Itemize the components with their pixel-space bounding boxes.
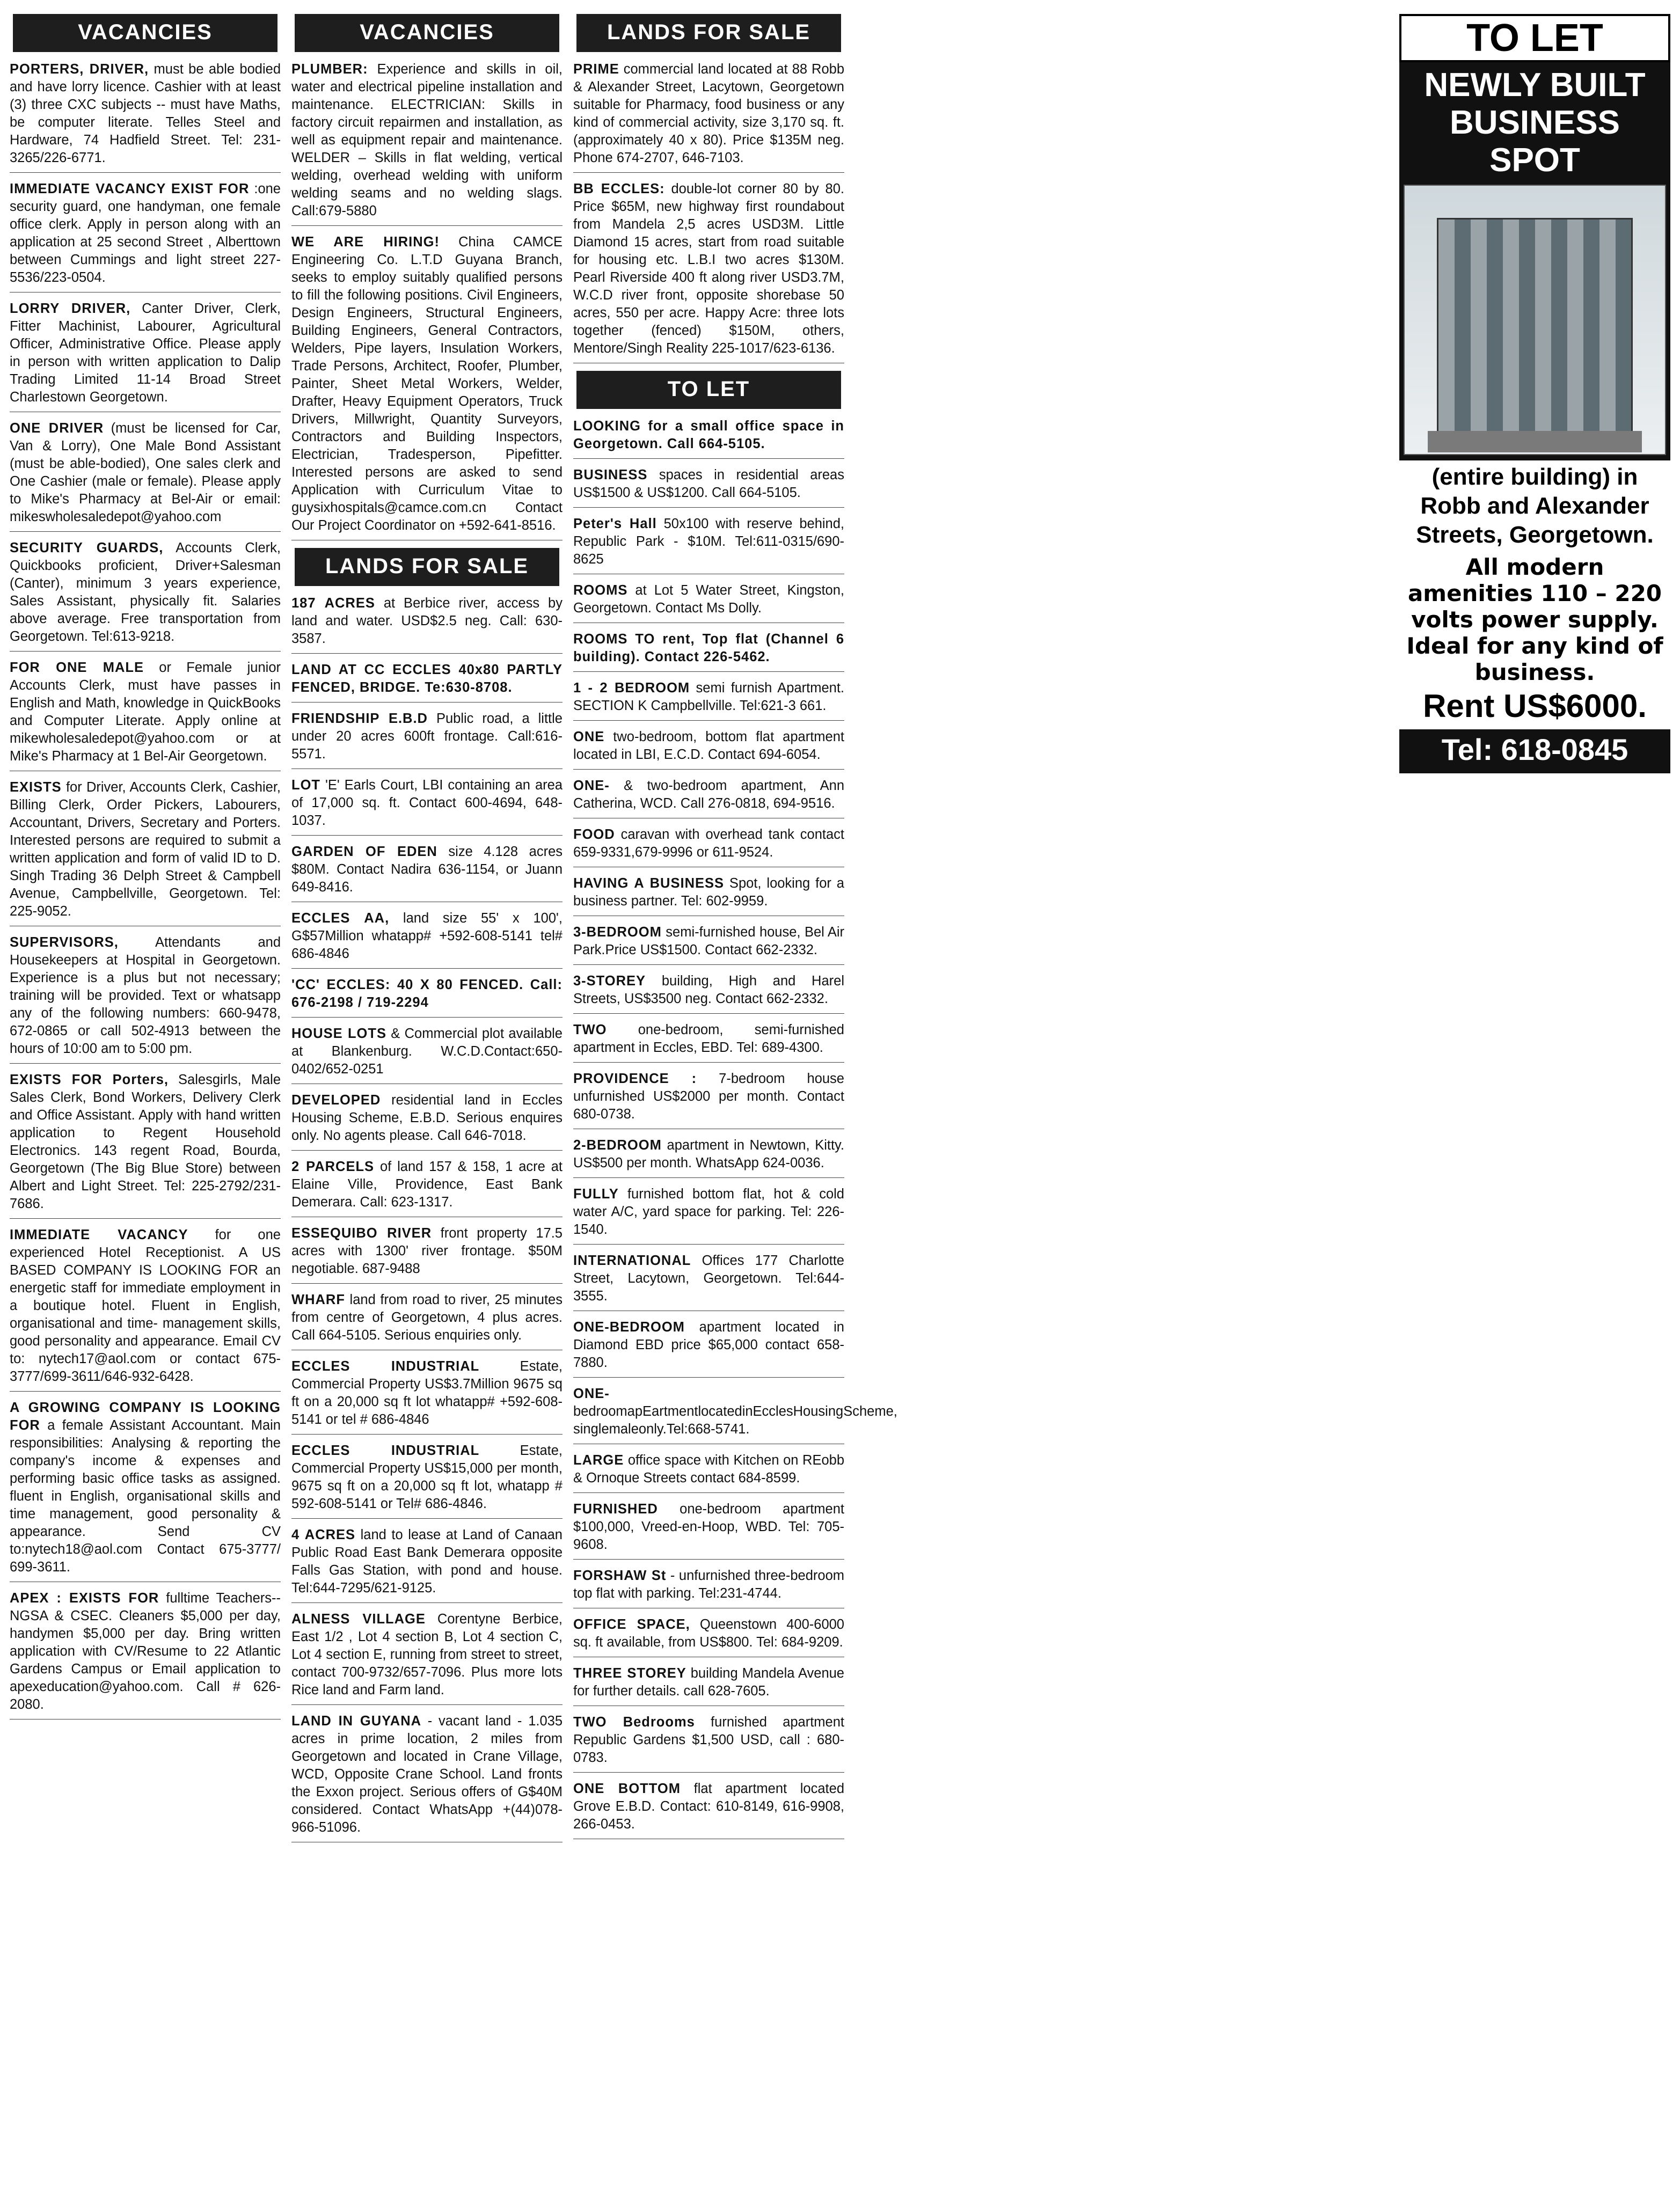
classified-ad [573,924,844,965]
ad-text: & two-bedroom apartment, Ann Catherina, WCD. Call 276-0818, 694-9516. [573,778,844,811]
ad-text: for Driver, Accounts Clerk, Cashier, Billing Clerk, Order Pickers, Labourers, Accountant, Drivers, Secretary and Porters. Interested persons are required to submit a written application and form of valid ID to D. Singh Trading 36 Delph Street & Campbell Avenue, Campbellville, Georgetown. Tel: 225-9052. [10,780,281,919]
promo-amenities: All modern amenities 110 – 220 volts power supply. Ideal for any kind of business. [1399,552,1670,687]
classified-ad [291,1611,563,1705]
classified-ad [291,1225,563,1284]
ad-lead: TWO [573,1022,607,1037]
promo-rent: Rent US$6000. [1399,687,1670,729]
classified-ad [291,910,563,969]
classified-ad [573,1137,844,1178]
section-header: TO LET [576,371,841,409]
classified-ad [291,1442,563,1519]
ad-lead: FRIENDSHIP E.B.D [291,711,428,726]
classified-ad [573,1319,844,1378]
ad-lead: EXISTS [10,780,62,795]
ad-lead: DEVELOPED [291,1093,381,1108]
ad-text: furnished apartment Republic Gardens $1,500 USD, call : 680-0783. [573,1715,845,1765]
ad-lead: ALNESS VILLAGE [291,1612,426,1627]
classified-ad [573,1501,844,1560]
ad-lead: THREE STOREY [573,1666,686,1681]
ad-lead: IMMEDIATE VACANCY EXIST FOR [10,181,250,196]
ad-text: 'E' Earls Court, LBI containing an area of 17,000 sq. ft. Contact 600-4694, 648-1037. [291,778,563,828]
column-2 [291,14,563,2210]
ad-text: commercial land located at 88 Robb & Alexander Street, Lacytown, Georgetown suitable for Pharmacy, food business or any kind of commercial activity, size 3,170 sq. ft. (approximately 40 x 80). Price $135M neg. Phone 674-2707, 646-7103. [573,62,844,165]
ad-lead: SECURITY GUARDS, [10,540,164,555]
ad-text: Public road, a little under 20 acres 600ft frontage. Call:616-5571. [291,711,563,762]
ad-text: apartment located in Diamond EBD price $65,000 contact 658-7880. [573,1320,844,1370]
ad-lead: ECCLES AA, [291,911,390,926]
ad-lead: FORSHAW St [573,1568,667,1583]
ad-lead: HOUSE LOTS [291,1026,386,1041]
ad-lead: TWO Bedrooms [573,1715,695,1730]
classified-ad [291,1713,563,1842]
ad-lead: PLUMBER: [291,62,368,77]
ad-text: (must be licensed for Car, Van & Lorry), One Male Bond Assistant (must be able-bodied), One sales clerk and One Cashier (male or female). Please apply to Mike's Pharmacy at Bel-Air or email: mikeswholesaledepot@yahoo.com [10,421,281,524]
classified-ad [573,826,844,867]
classified-ad [291,843,563,902]
classified-ad [573,679,844,721]
ad-text: residential land in Eccles Housing Scheme, E.B.D. Serious enquires only. No agents please. Call 646-7018. [291,1093,563,1143]
ad-lead: ONE-BEDROOM [573,1320,685,1335]
classified-ad [10,539,281,652]
classified-ad [291,1158,563,1217]
ad-lead: LAND AT CC ECCLES 40x80 PARTLY FENCED, BRIDGE. Te:630-8708. [291,662,563,695]
ad-lead: ONE BOTTOM [573,1781,681,1796]
ad-lead: 3-STOREY [573,974,646,989]
ad-lead: 2 PARCELS [291,1159,375,1174]
promo-location: (entire building) in Robb and Alexander Streets, Georgetown. [1399,460,1670,552]
ad-lead: WHARF [291,1292,345,1307]
section-header: VACANCIES [13,14,277,52]
ad-lead: 'CC' ECCLES: 40 X 80 FENCED. Call: 676-2198 / 719-2294 [291,977,563,1010]
ad-text: furnished bottom flat, hot & cold water A/C, yard space for parking. Tel: 226-1540. [573,1187,844,1237]
classified-ad [573,418,844,459]
section-header: LANDS FOR SALE [576,14,841,52]
ad-lead: PRIME [573,62,619,77]
ad-text: at Berbice river, access by land and water. USD$2.5 neg. Call: 630-3587. [291,596,563,646]
classified-ad [291,710,563,769]
ad-lead: BB ECCLES: [573,181,665,196]
building-shape [1437,218,1633,438]
ad-text: two-bedroom, bottom flat apartment located in LBI, E.C.D. Contact 694-6054. [573,729,844,762]
classified-ad [10,659,281,771]
ad-text: at Lot 5 Water Street, Kingston, Georgetown. Contact Ms Dolly. [573,583,844,616]
ad-lead: LORRY DRIVER, [10,301,131,316]
ad-lead: ESSEQUIBO RIVER [291,1226,432,1241]
ad-text: double-lot corner 80 by 80. Price $65M, new highway first roundabout from Mandela 2,5 acres USD3M. Little Diamond 15 acres, start from road suitable for housing etc. L.B.I two acres $130M. Pearl Riverside 400 ft along river USD3.7M, W.C.D river front, opposite shorebase 50 acres, 550 per acre. Happy Acre: three lots together (fenced) $150M, others, Mentore/Singh Reality 225-1017/623-6136. [573,181,844,356]
ad-text: fulltime Teachers--NGSA & CSEC. Cleaners $5,000 per day, handymen $5,000 per day. Bring written application with CV/Resume to 22 Atlantic Gardens Campus or Email application to apexeducation@yahoo.com. Call # 626-2080. [10,1591,281,1712]
ad-text: Offices 177 Charlotte Street, Lacytown, Georgetown. Tel:644-3555. [573,1253,844,1304]
classified-ad [573,1665,844,1706]
ad-lead: IMMEDIATE VACANCY [10,1227,188,1242]
classified-ad [573,61,844,173]
classified-ad [10,1399,281,1582]
ad-lead: FULLY [573,1187,619,1202]
classified-ad [573,1186,844,1245]
ad-lead: PORTERS, DRIVER, [10,62,149,77]
classified-ad [573,1714,844,1773]
ad-lead: ROOMS TO rent, Top flat (Channel 6 building). Contact 226-5462. [573,632,844,664]
ad-lead: ONE- [573,1386,610,1401]
classified-ad [10,61,281,173]
ad-text: Attendants and Housekeepers at Hospital in Georgetown. Experience is a plus but not necessary; training will be provided. Text or whatsapp any of the following numbers: 660-9478, 672-0865 or call 502-4913 between the hours of 10:00 am to 5:00 pm. [10,935,281,1056]
classified-ad [573,631,844,672]
promo-headline: NEWLY BUILT BUSINESS SPOT [1424,67,1646,179]
ad-lead: HAVING A BUSINESS [573,876,725,891]
classified-ad [573,1385,897,1444]
ad-text: must be able bodied and have lorry licence. Cashier with at least (3) three CXC subjects -- must have Maths, be computer literate. Telles Steel and Hardware, 74 Hadfield Street. Tel: 231-3265/226-6771. [10,62,281,165]
ad-text: & Commercial plot available at Blankenburg. W.C.D.Contact:650-0402/652-0251 [291,1026,563,1077]
classified-ad [573,1452,844,1493]
promo-to-let: TO LET [1399,14,1670,62]
classified-ad [573,777,844,818]
ad-text: size 4.128 acres $80M. Contact Nadira 636-1154, or Juann 649-8416. [291,844,563,895]
ad-text: 7-bedroom house unfurnished US$2000 per month. Contact 680-0738. [573,1071,844,1122]
classified-ad [10,1226,281,1392]
ad-text: a female Assistant Accountant. Main responsibilities: Analysing & reporting the company's income & expenses and performing basic office tasks as assigned. fluent in English, organisational skills and time management, good personality & appearance. Send CV to:nytech18@aol.com Contact 675-3777/ 699-3611. [10,1418,281,1575]
ad-text: caravan with overhead tank contact 659-9331,679-9996 or 611-9524. [573,827,844,860]
column-3 [573,14,897,2210]
classified-ad [573,728,844,770]
classified-ad [291,661,563,702]
ad-lead: 4 ACRES [291,1527,356,1542]
ad-lead: 1 - 2 BEDROOM [573,680,690,696]
classified-ad [291,595,563,654]
ad-lead: BUSINESS [573,467,648,482]
classified-ad [291,233,563,540]
ad-text: apartment in Newtown, Kitty. US$500 per month. WhatsApp 624-0036. [573,1138,844,1170]
classified-ad [291,1291,563,1350]
ad-lead: LOOKING for a small office space in Georgetown. Call 664-5105. [573,419,844,451]
ad-text: office space with Kitchen on REobb & Ornoque Streets contact 684-8599. [573,1453,844,1485]
promo-column [1399,14,1670,2210]
ad-text: flat apartment located Grove E.B.D. Contact: 610-8149, 616-9908, 266-0453. [573,1781,844,1832]
ad-lead: Peter's Hall [573,516,657,531]
ad-lead: OFFICE SPACE, [573,1617,690,1632]
classified-ad [291,61,563,226]
ad-text: land size 55' x 100', G$57Million whatapp# +592-608-5141 tel# 686-4846 [291,911,563,961]
ad-text: Queenstown 400-6000 sq. ft available, from US$800. Tel: 684-9209. [573,1617,844,1650]
ad-lead: PROVIDENCE : [573,1071,697,1086]
ad-text: Estate, Commercial Property US$15,000 per month, 9675 sq ft on a 20,000 sq ft lot, whatapp # 592-608-5141 or Tel# 686-4846. [291,1443,563,1511]
classified-ad [10,1071,281,1219]
classified-ad [573,1252,844,1311]
ad-lead: WE ARE HIRING! [291,235,440,250]
ad-lead: EXISTS FOR Porters, [10,1072,169,1087]
classified-ad [291,777,563,836]
ad-lead: INTERNATIONAL [573,1253,691,1268]
section-header: LANDS FOR SALE [295,548,559,586]
classified-ad [573,466,844,508]
ad-lead: ONE DRIVER [10,421,104,436]
ad-lead: SUPERVISORS, [10,935,119,950]
ad-text: Accounts Clerk, Quickbooks proficient, Driver+Salesman (Canter), minimum 3 years experience, Sales Assistant, physically fit. Salaries above average. Free transportation from Georgetown. Tel:613-9218. [10,540,281,644]
ad-text: China CAMCE Engineering Co. L.T.D Guyana Branch, seeks to employ suitably qualified persons to fill the following positions. Civil Engineers, Design Engineers, Structural Engineers, Building Engineers, General Contractors, Welders, Pipe layers, Insulation Workers, Trade Persons, Architect, Roofer, Plumber, Painter, Sheet Metal Workers, Welder, Drafter, Heavy Equipment Operators, Truck Drivers, Millwright, Quantity Surveyors, Contractors and Building Inspectors, Electrician, Tradesperson, Pipefitter. Interested persons are asked to send Application with Curriculum Vitae to guysixhospitals@camce.com.cn Contact Our Project Coordinator on +592-641-8516. [291,235,563,533]
ad-text: Salesgirls, Male Sales Clerk, Bond Workers, Delivery Clerk and Office Assistant. Apply with hand written application to Regent Household Electronics. 143 regent Road, Bourda, Georgetown (The Big Blue Store) between Albert and Light Street. Tel: 225-2792/231-7686. [10,1072,281,1211]
classified-ad [10,934,281,1064]
ad-text: of land 157 & 158, 1 acre at Elaine Ville, Providence, East Bank Demerara. Call: 623-1317. [291,1159,563,1210]
ad-text: one-bedroom apartment $100,000, Vreed-en-Hoop, WBD. Tel: 705-9608. [573,1502,844,1552]
classified-ad [573,180,844,363]
classified-ad [573,1021,844,1063]
ad-lead: 187 ACRES [291,596,375,611]
classified-ad [291,1358,563,1435]
column-1 [10,14,281,2210]
ad-text: Experience and skills in oil, water and electrical pipeline installation and maintenance. ELECTRICIAN: Skills in factory circuit repairmen and installation, as well as equipment repair and maintenance. WELDER – Skills in flat welding, vertical welding, overhead welding with uniform welding seams and no welding slags. Call:679-5880 [291,62,563,218]
ad-text: semi furnish Apartment. SECTION K Campbellville. Tel:621-3 661. [573,680,845,713]
ad-text: 50x100 with reserve behind, Republic Park - $10M. Tel:611-0315/690-8625 [573,516,844,567]
ad-lead: ROOMS [573,583,628,598]
ad-text: Corentyne Berbice, East 1/2 , Lot 4 section B, Lot 4 section C, Lot 4 section E, running from street to street, contact 700-9732/657-7096. Plus more lots Rice land and Farm land. [291,1612,563,1697]
ad-text: one-bedroom, semi-furnished apartment in Eccles, EBD. Tel: 689-4300. [573,1022,844,1055]
ad-lead: ONE [573,729,605,744]
ad-text: - unfurnished three-bedroom top flat with parking. Tel:231-4744. [573,1568,844,1601]
classified-ad [291,976,563,1018]
ad-text: front property 17.5 acres with 1300' river frontage. $50M negotiable. 687-9488 [291,1226,563,1276]
ad-text: building Mandela Avenue for further details. call 628-7605. [573,1666,844,1699]
promo-tel: Tel: 618-0845 [1441,733,1628,766]
classified-ad [291,1025,563,1084]
business-spot-promo [1399,14,1670,773]
classified-ad [573,875,844,916]
ad-text: :one security guard, one handyman, one female office clerk. Apply in person along with an application at 25 second Street , Alberttown between Cummings and light street 227-5536/223-0504. [10,181,281,285]
ad-lead: FOOD [573,827,615,842]
ad-lead: FOR ONE MALE [10,660,144,675]
ad-lead: LAND IN GUYANA [291,1714,422,1729]
classified-ad [291,1092,563,1151]
ad-lead: 2-BEDROOM [573,1138,662,1153]
ad-text: Canter Driver, Clerk, Fitter Machinist, Labourer, Agricultural Officer, Administrative Office. Please apply in person with written application to Dalip Trading Limited 11-14 Broad Street Charlestown Georgetown. [10,301,281,405]
ad-text: - vacant land - 1.035 acres in prime location, 2 miles from Georgetown and located in Crane Village, WCD, Opposite Crane School. Land fronts the Exxon project. Serious offers of G$40M considered. Contact WhatsApp +(44)078-966-51096. [291,1714,563,1835]
ad-lead: ONE- [573,778,610,793]
ad-text: Spot, looking for a business partner. Tel: 602-9959. [573,876,844,909]
classified-ad [10,300,281,412]
ad-lead: APEX : EXISTS FOR [10,1591,159,1606]
ad-lead: ECCLES INDUSTRIAL [291,1443,480,1458]
ad-lead: 3-BEDROOM [573,925,662,940]
ad-text: spaces in residential areas US$1500 & US$1200. Call 664-5105. [573,467,844,500]
ad-lead: A GROWING COMPANY IS LOOKING FOR [10,1400,281,1433]
ad-lead: LARGE [573,1453,624,1468]
classified-ad [573,1616,844,1657]
classified-ad [291,1526,563,1603]
ad-lead: ECCLES INDUSTRIAL [291,1359,480,1374]
classified-ad [573,972,844,1014]
classified-ad [573,515,844,574]
classified-ad [10,180,281,292]
ad-lead: FURNISHED [573,1502,658,1517]
ad-text: building, High and Harel Streets, US$3500 neg. Contact 662-2332. [573,974,844,1006]
building-photo [1404,185,1666,455]
classified-ad [10,779,281,926]
ad-text: land from road to river, 25 minutes from centre of Georgetown, 4 plus acres. Call 664-5105. Serious enquiries only. [291,1292,563,1343]
ad-lead: LOT [291,778,320,793]
ad-text: bedroomapEartmentlocatedinEcclesHousingScheme, singlemaleonly.Tel:668-5741. [573,1404,897,1437]
classified-ad [573,1780,844,1839]
classified-ad [573,582,844,623]
ad-text: semi-furnished house, Bel Air Park.Price US$1500. Contact 662-2332. [573,925,844,957]
ad-text: Estate, Commercial Property US$3.7Million 9675 sq ft on a 20,000 sq ft lot whatapp# +592-608-5141 or tel # 686-4846 [291,1359,563,1427]
classified-ad [10,1590,281,1719]
ad-text: or Female junior Accounts Clerk, must have passes in English and Math, knowledge in QuickBooks and Computer Literate. Apply online at mikewholesaledepot@yahoo.com or at Mike's Pharmacy at 1 Bel-Air Georgetown. [10,660,281,764]
ad-lead: GARDEN OF EDEN [291,844,437,859]
classified-ad [573,1070,844,1129]
ad-text: land to lease at Land of Canaan Public Road East Bank Demerara opposite Falls Gas Station, with pond and house. Tel:644-7295/621-9125. [291,1527,563,1596]
classified-ad [573,1567,844,1608]
ad-text: for one experienced Hotel Receptionist. A US BASED COMPANY IS LOOKING FOR an energetic staff for immediate employment in a boutique hotel. Fluent in English, organisational and time- management skills, good personality and appearance. Email CV to: nytech17@aol.com or contact 675-3777/699-3611/646-932-6428. [10,1227,281,1384]
section-header: VACANCIES [295,14,559,52]
classified-ad [10,420,281,532]
